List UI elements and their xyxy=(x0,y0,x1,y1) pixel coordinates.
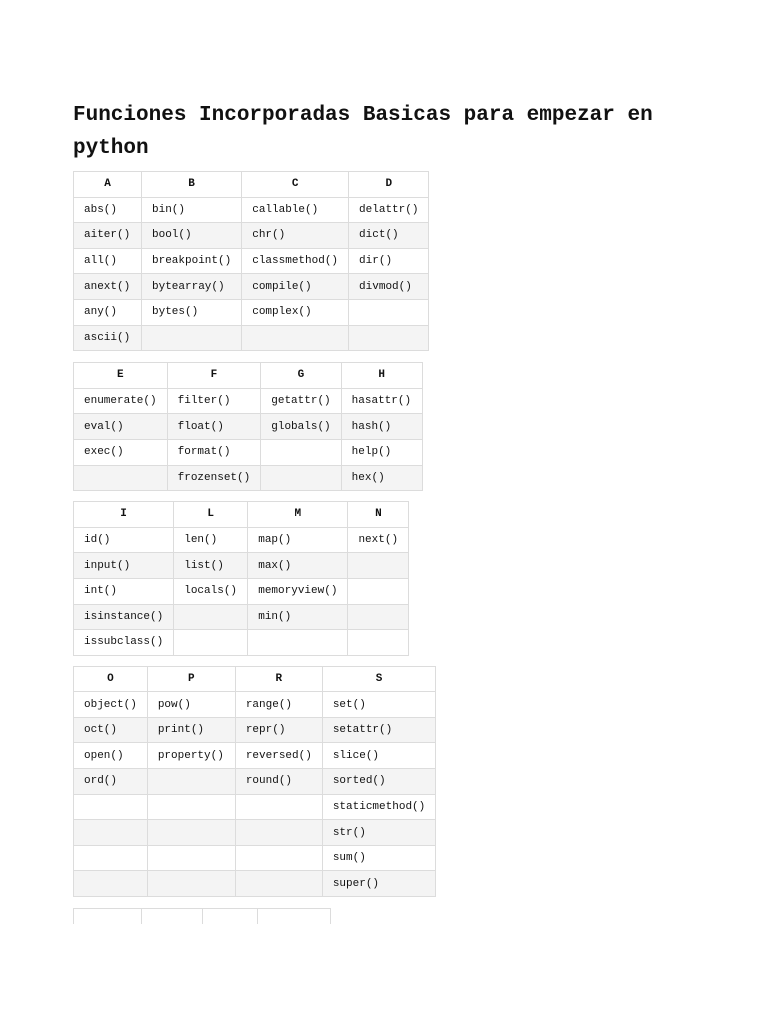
function-cell: pow() xyxy=(147,692,235,718)
column-header: C xyxy=(242,172,349,198)
function-cell: help() xyxy=(341,439,422,465)
table-row xyxy=(74,299,429,325)
table-header-row xyxy=(74,172,429,198)
function-cell: reversed() xyxy=(235,743,322,769)
empty-cell xyxy=(248,630,348,656)
column-header: A xyxy=(74,172,142,198)
function-cell: map() xyxy=(248,527,348,553)
empty-cell xyxy=(348,604,409,630)
function-cell: property() xyxy=(147,743,235,769)
table-row xyxy=(74,717,436,743)
empty-cell xyxy=(348,553,409,579)
column-header: M xyxy=(248,502,348,528)
function-cell: bool() xyxy=(142,223,242,249)
column-header: P xyxy=(147,666,235,692)
table-row xyxy=(74,630,409,656)
column-header: I xyxy=(74,502,174,528)
table-row xyxy=(74,794,436,820)
table-row xyxy=(74,820,436,846)
function-cell: oct() xyxy=(74,717,148,743)
table-row xyxy=(74,465,423,491)
table-row xyxy=(74,604,409,630)
function-cell: getattr() xyxy=(261,388,341,414)
empty-cell xyxy=(147,871,235,897)
function-cell: chr() xyxy=(242,223,349,249)
empty-cell xyxy=(74,845,148,871)
column-header: F xyxy=(167,363,261,389)
function-cell: all() xyxy=(74,248,142,274)
empty-cell xyxy=(74,871,148,897)
table-row xyxy=(74,388,423,414)
function-cell: aiter() xyxy=(74,223,142,249)
function-cell: format() xyxy=(167,439,261,465)
table-row xyxy=(74,845,436,871)
function-cell: set() xyxy=(322,692,435,718)
table-row xyxy=(74,197,429,223)
functions-table-i-n xyxy=(73,501,409,656)
function-cell: anext() xyxy=(74,274,142,300)
function-cell: str() xyxy=(322,820,435,846)
function-cell: int() xyxy=(74,578,174,604)
column-header: N xyxy=(348,502,409,528)
table-row xyxy=(74,769,436,795)
function-cell: range() xyxy=(235,692,322,718)
function-cell: input() xyxy=(74,553,174,579)
function-cell: len() xyxy=(174,527,248,553)
function-cell: frozenset() xyxy=(167,465,261,491)
empty-cell xyxy=(349,325,429,351)
function-cell: bytearray() xyxy=(142,274,242,300)
function-cell: delattr() xyxy=(349,197,429,223)
empty-cell xyxy=(235,794,322,820)
column-header: L xyxy=(174,502,248,528)
function-cell: hex() xyxy=(341,465,422,491)
functions-table-e-h xyxy=(73,362,423,491)
column-header: O xyxy=(74,666,148,692)
function-cell: float() xyxy=(167,414,261,440)
empty-cell xyxy=(147,820,235,846)
empty-cell xyxy=(235,820,322,846)
column-header: E xyxy=(74,363,168,389)
function-cell: object() xyxy=(74,692,148,718)
empty-cell xyxy=(74,465,168,491)
function-cell: slice() xyxy=(322,743,435,769)
table-row xyxy=(74,325,429,351)
column-header: R xyxy=(235,666,322,692)
function-cell: dict() xyxy=(349,223,429,249)
empty-cell xyxy=(147,794,235,820)
empty-cell xyxy=(74,794,148,820)
function-cell: sorted() xyxy=(322,769,435,795)
table-row xyxy=(74,274,429,300)
table-header-row xyxy=(74,666,436,692)
empty-cell xyxy=(174,604,248,630)
function-cell: memoryview() xyxy=(248,578,348,604)
table-row xyxy=(74,439,423,465)
function-cell: max() xyxy=(248,553,348,579)
page-title: Funciones Incorporadas Basicas para empezar en python xyxy=(73,104,653,160)
function-cell: super() xyxy=(322,871,435,897)
function-cell: dir() xyxy=(349,248,429,274)
table-row xyxy=(74,527,409,553)
empty-cell xyxy=(242,325,349,351)
empty-cell xyxy=(261,439,341,465)
empty-cell xyxy=(74,820,148,846)
function-cell: exec() xyxy=(74,439,168,465)
empty-cell xyxy=(142,325,242,351)
function-cell: ascii() xyxy=(74,325,142,351)
empty-cell xyxy=(235,845,322,871)
function-cell: eval() xyxy=(74,414,168,440)
document-page xyxy=(73,100,693,924)
empty-cell xyxy=(349,299,429,325)
function-cell: callable() xyxy=(242,197,349,223)
function-cell: complex() xyxy=(242,299,349,325)
function-cell: print() xyxy=(147,717,235,743)
empty-cell xyxy=(348,630,409,656)
function-cell: bin() xyxy=(142,197,242,223)
function-cell: setattr() xyxy=(322,717,435,743)
function-cell: min() xyxy=(248,604,348,630)
function-cell: staticmethod() xyxy=(322,794,435,820)
function-cell: repr() xyxy=(235,717,322,743)
function-cell: issubclass() xyxy=(74,630,174,656)
function-cell: abs() xyxy=(74,197,142,223)
function-cell: open() xyxy=(74,743,148,769)
function-cell: any() xyxy=(74,299,142,325)
empty-cell xyxy=(147,769,235,795)
empty-cell xyxy=(174,630,248,656)
empty-cell xyxy=(147,845,235,871)
column-header: B xyxy=(142,172,242,198)
function-cell: round() xyxy=(235,769,322,795)
function-cell: breakpoint() xyxy=(142,248,242,274)
function-cell: isinstance() xyxy=(74,604,174,630)
table-row xyxy=(74,743,436,769)
function-cell: hash() xyxy=(341,414,422,440)
table-row xyxy=(74,414,423,440)
table-row xyxy=(74,223,429,249)
empty-cell xyxy=(348,578,409,604)
column-header: H xyxy=(341,363,422,389)
empty-cell xyxy=(261,465,341,491)
function-cell: globals() xyxy=(261,414,341,440)
table-header-row xyxy=(74,502,409,528)
table-row xyxy=(74,553,409,579)
function-cell: hasattr() xyxy=(341,388,422,414)
table-row xyxy=(74,578,409,604)
function-cell: next() xyxy=(348,527,409,553)
empty-cell xyxy=(235,871,322,897)
function-cell: filter() xyxy=(167,388,261,414)
functions-table-o-s xyxy=(73,666,436,897)
function-cell: bytes() xyxy=(142,299,242,325)
function-cell: enumerate() xyxy=(74,388,168,414)
function-cell: ord() xyxy=(74,769,148,795)
table-row xyxy=(74,692,436,718)
function-cell: compile() xyxy=(242,274,349,300)
function-cell: list() xyxy=(174,553,248,579)
function-cell: sum() xyxy=(322,845,435,871)
column-header: S xyxy=(322,666,435,692)
table-row xyxy=(74,248,429,274)
next-table-partial xyxy=(73,908,331,924)
table-row xyxy=(74,871,436,897)
tables-container xyxy=(73,171,693,897)
function-cell: id() xyxy=(74,527,174,553)
function-cell: divmod() xyxy=(349,274,429,300)
table-header-row xyxy=(74,363,423,389)
function-cell: locals() xyxy=(174,578,248,604)
column-header: D xyxy=(349,172,429,198)
column-header: G xyxy=(261,363,341,389)
functions-table-a-d xyxy=(73,171,429,351)
function-cell: classmethod() xyxy=(242,248,349,274)
